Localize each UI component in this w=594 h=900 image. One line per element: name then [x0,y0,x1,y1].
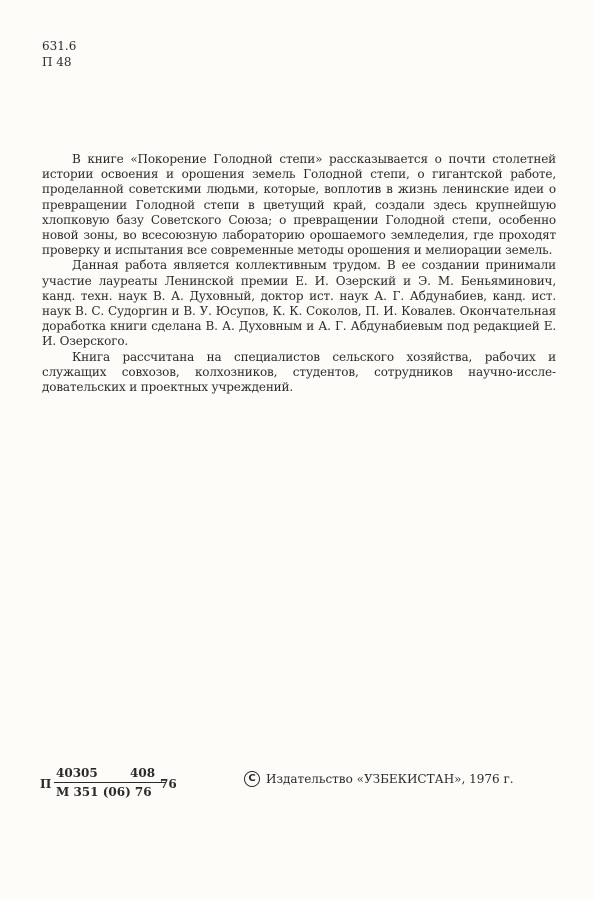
bbk-code: П 48 [42,55,72,69]
publication-index [40,766,220,806]
index-numerator-code: 40305 [56,766,98,780]
index-suffix: 76 [160,777,177,791]
udc-code: 631.6 [42,39,77,53]
index-numerator-pages: 408 [130,766,156,780]
annotation-paragraph-1: В книге «Покорение Голодной степи» рассказывается о почти столетней истории освоения и орошения земель Голодной степи, о гигантской работе, проделанной советскими людьми, которые, воплотив в жизнь ленинские идеи о превращении Голодной степи в цветущий край, создали здесь крупнейшую хлопковую базу Советского Союза; о превращении Голодной степи, особенно новой зоны, во всесоюзную лабораторию орошаемого земледелия, где проходят проверку и испытания все современные методы орошения и мелиорации земель. [42,152,556,258]
annotation [42,152,556,395]
index-prefix: П [40,777,52,791]
index-denominator: М 351 (06) 76 [56,785,152,799]
annotation-paragraph-2: Данная работа является коллективным трудом. В ее создании принимали участие лауреаты Ленинской премии Е. И. Озерский и Э. М. Беньяминович, канд. техн. наук В. А. Духовный, доктор ист. наук А. Г. Абдунабиев, канд. ист. наук В. С. Судоргин и В. У. Юсупов, К. К. Соколов, П. И. Ковалев. Окончательная доработка книги сделана В. А. Духовным и А. Г. Абдунабиевым под редакцией Е. И. Озерского. [42,258,556,349]
copyright-text: Издательство «УЗБЕКИСТАН», 1976 г. [266,772,514,786]
classification-block [42,38,76,70]
annotation-paragraph-3: Книга рассчитана на специалистов сельского хозяйства, рабочих и служащих совхозов, колхозников, студентов, сотрудников научно-исследовательских и проектных учреждений. [42,349,556,395]
fraction-line [54,782,166,783]
copyright-icon: C [244,771,260,787]
copyright-line [244,771,514,787]
